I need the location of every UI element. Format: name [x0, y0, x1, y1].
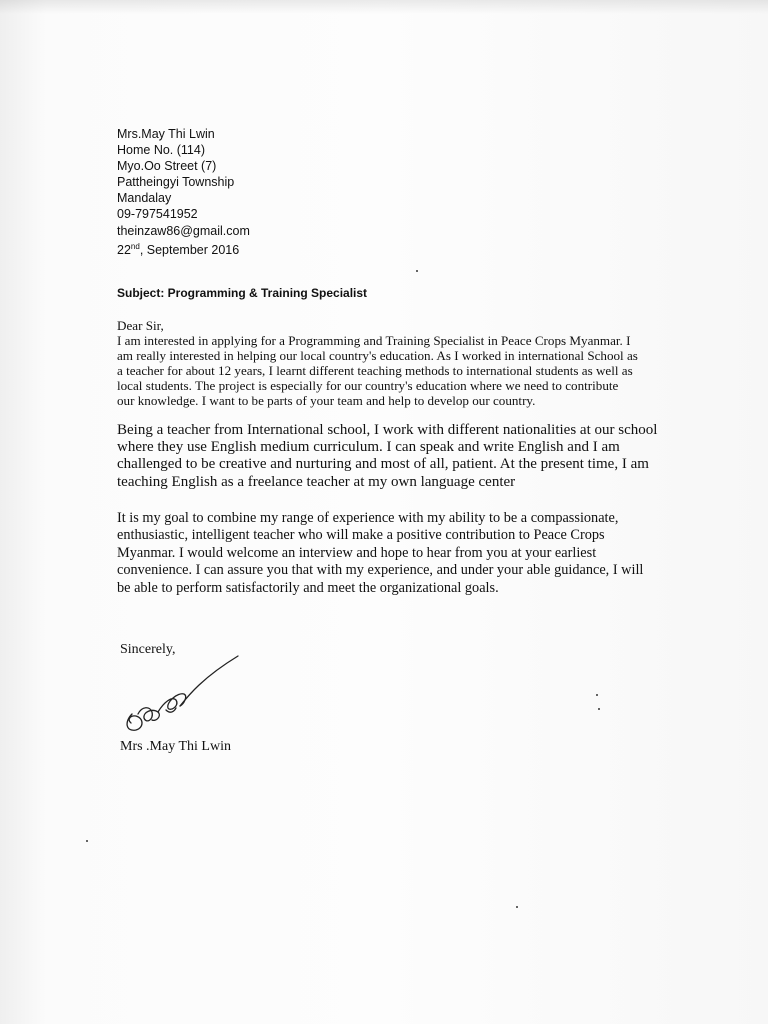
third-paragraph [117, 510, 707, 597]
date-day: 22 [117, 242, 131, 257]
p1-line: am really interested in helping our local country's education. As I worked in international School as [117, 348, 638, 364]
scan-shadow [0, 0, 768, 14]
signatory-name: Mrs .May Thi Lwin [120, 739, 231, 754]
sender-township: Pattheingyi Township [117, 175, 235, 190]
p3-line: It is my goal to combine my range of experience with my ability to be a compassionate, [117, 510, 619, 526]
scan-speck [516, 906, 518, 908]
p2-line: Being a teacher from International school, I work with different nationalities at our school [117, 422, 658, 438]
handwritten-signature [118, 650, 248, 740]
p3-line: enthusiastic, intelligent teacher who will make a positive contribution to Peace Crops [117, 527, 605, 544]
sender-email: theinzaw86@gmail.com [117, 223, 250, 238]
p2-line: where they use English medium curriculum. I can speak and write English and I am [117, 439, 620, 456]
sender-name: Mrs.May Thi Lwin [117, 127, 215, 141]
greeting-and-first-paragraph [117, 318, 707, 409]
date-suffix: nd [130, 241, 140, 251]
closing-salutation: Sincerely, [120, 642, 176, 657]
scan-speck [86, 840, 88, 842]
p1-line: local students. The project is especially for our country's education where we need to contribute [117, 378, 619, 394]
p2-line: teaching English as a freelance teacher at my own language center [117, 473, 516, 490]
sender-street: Myo.Oo Street (7) [117, 159, 217, 174]
scan-speck [416, 270, 418, 272]
sender-phone: 09-797541952 [117, 207, 198, 222]
sender-home: Home No. (114) [117, 143, 205, 158]
date-rest: , September 2016 [139, 242, 240, 257]
p1-line: our knowledge. I want to be parts of your team and help to develop our country. [117, 393, 536, 409]
scan-speck [596, 694, 598, 696]
sender-address-block [117, 126, 250, 258]
p3-line: Myanmar. I would welcome an interview and hope to hear from you at your earliest [117, 544, 597, 561]
p3-line: be able to perform satisfactorily and meet the organizational goals. [117, 579, 499, 596]
letter-date [117, 239, 250, 258]
second-paragraph [117, 422, 707, 491]
p1-line: a teacher for about 12 years, I learnt different teaching methods to international students as well as [117, 363, 633, 379]
scan-speck [598, 708, 600, 710]
p1-line: I am interested in applying for a Programming and Training Specialist in Peace Crops Myanmar. I [117, 333, 631, 349]
greeting: Dear Sir, [117, 318, 164, 333]
p2-line: challenged to be creative and nurturing and most of all, patient. At the present time, I am [117, 456, 649, 473]
subject-line: Subject: Programming & Training Specialist [117, 286, 368, 300]
sender-city: Mandalay [117, 191, 172, 206]
p3-line: convenience. I can assure you that with my experience, and under your able guidance, I will [117, 562, 644, 579]
